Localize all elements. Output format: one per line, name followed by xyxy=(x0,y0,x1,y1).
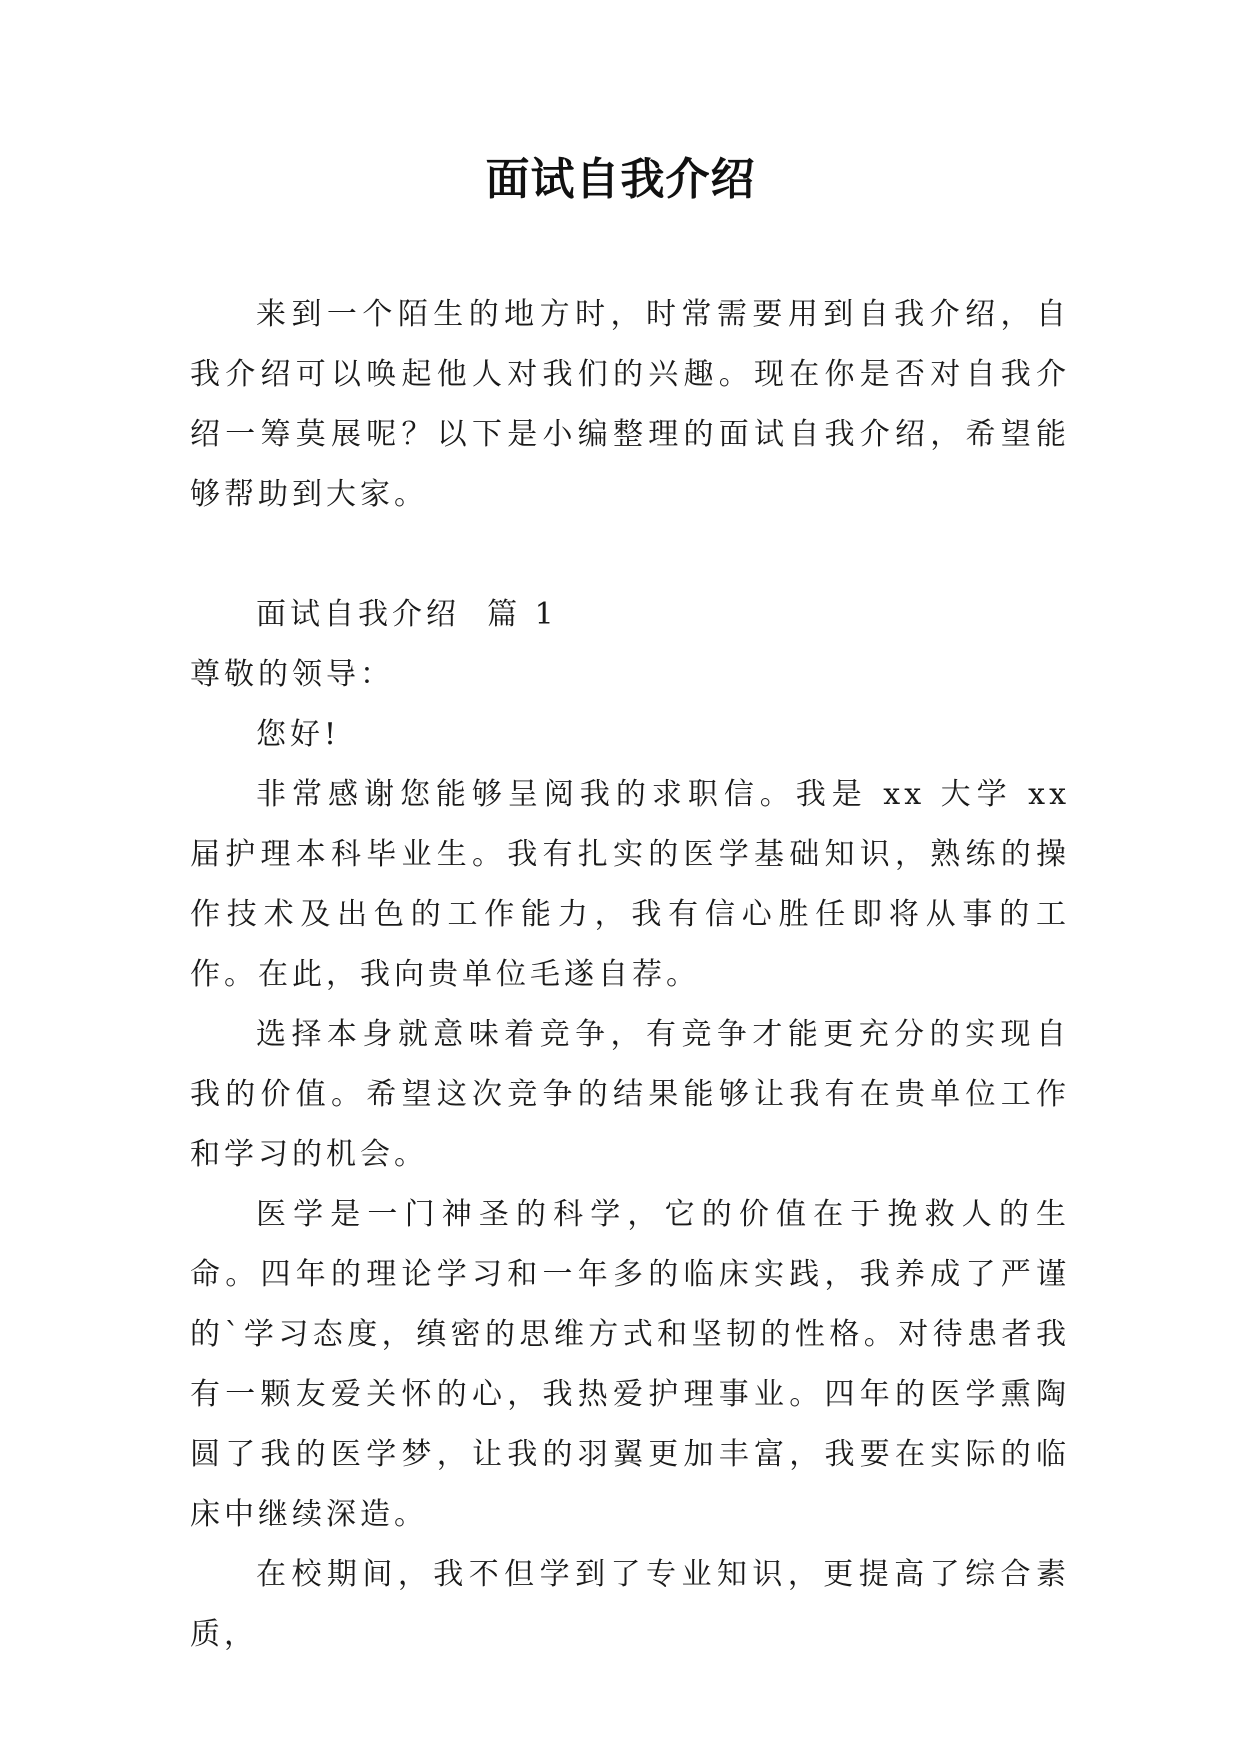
body-paragraph-3: 医学是一门神圣的科学，它的价值在于挽救人的生命。四年的理论学习和一年多的临床实践，我养成了严谨的`学习态度，缜密的思维方式和坚韧的性格。对待患者我有一颗友爱关怀的心，我热爱护理事业。四年的医学熏陶圆了我的医学梦，让我的羽翼更加丰富，我要在实际的临床中继续深造。 xyxy=(190,1197,1070,1532)
body-paragraph-1: 非常感谢您能够呈阅我的求职信。我是 xx 大学 xx 届护理本科毕业生。我有扎实的医学基础知识，熟练的操作技术及出色的工作能力，我有信心胜任即将从事的工作。在此，我向贵单位毛遂自荐。 xyxy=(190,777,1070,992)
greeting: 您好! xyxy=(256,717,341,752)
document-body xyxy=(190,285,1070,1665)
document-title: 面试自我介绍 xyxy=(485,154,756,205)
section-heading: 面试自我介绍 篇 1 xyxy=(256,597,558,632)
body-paragraph-4: 在校期间，我不但学到了专业知识，更提高了综合素质， xyxy=(190,1557,1070,1652)
intro-paragraph: 来到一个陌生的地方时，时常需要用到自我介绍，自我介绍可以唤起他人对我们的兴趣。现在你是否对自我介绍一筹莫展呢？以下是小编整理的面试自我介绍，希望能够帮助到大家。 xyxy=(190,297,1070,512)
body-paragraph-2: 选择本身就意味着竞争，有竞争才能更充分的实现自我的价值。希望这次竞争的结果能够让我有在贵单位工作和学习的机会。 xyxy=(190,1017,1070,1172)
salutation: 尊敬的领导： xyxy=(190,657,394,692)
